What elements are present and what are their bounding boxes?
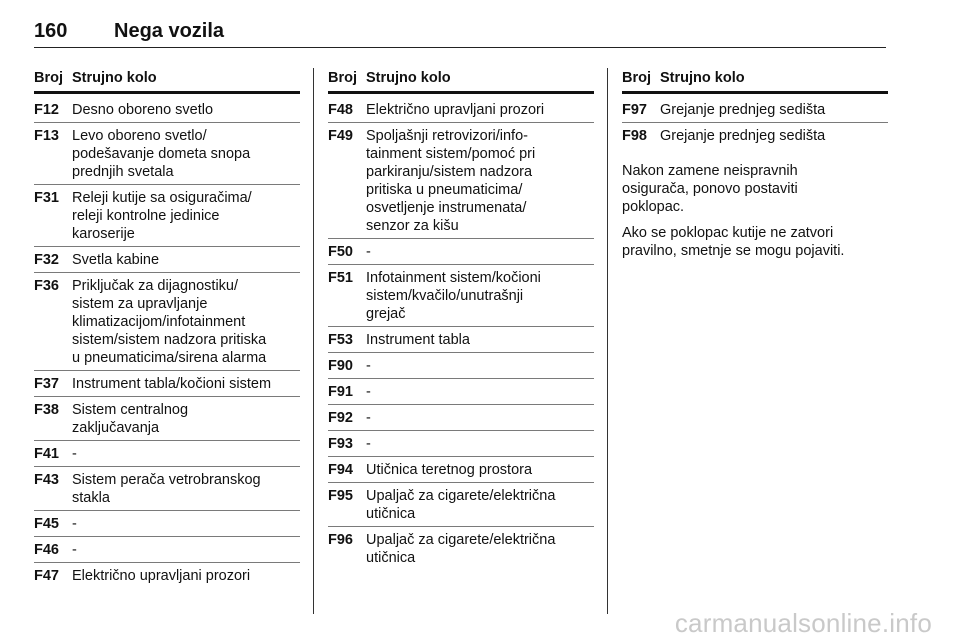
circuit-description xyxy=(366,461,594,479)
fuse-code: F41 xyxy=(34,446,59,462)
fuse-code: F90 xyxy=(328,358,353,374)
fuse-code: F49 xyxy=(328,128,353,144)
circuit-description xyxy=(366,331,594,349)
fuse-code: F51 xyxy=(328,270,353,286)
description-line: grejač xyxy=(366,306,406,322)
fuse-code: F45 xyxy=(34,516,59,532)
table-row xyxy=(34,441,300,467)
fuse-code: F50 xyxy=(328,244,353,260)
circuit-description xyxy=(72,251,300,269)
fuse-code: F12 xyxy=(34,102,59,118)
description-line: Utičnica teretnog prostora xyxy=(366,462,533,478)
circuit-description xyxy=(660,101,888,119)
circuit-description xyxy=(366,127,594,235)
description-line: Sistem perača vetrobranskog xyxy=(72,472,261,488)
description-line: Električno upravljani prozori xyxy=(72,568,251,584)
fuse-code: F32 xyxy=(34,252,59,268)
table-rows xyxy=(328,97,594,570)
fuse-table-column-1 xyxy=(34,68,300,588)
table-row xyxy=(328,239,594,265)
description-line: senzor za kišu xyxy=(366,218,459,234)
circuit-description xyxy=(72,101,300,119)
fuse-code: F37 xyxy=(34,376,59,392)
circuit-description xyxy=(72,277,300,367)
page-number: 160 xyxy=(34,20,68,42)
table-row xyxy=(328,483,594,527)
fuse-code: F48 xyxy=(328,102,353,118)
table-row xyxy=(622,97,888,123)
description-line: sistem za upravljanje xyxy=(72,296,208,312)
description-line: Grejanje prednjeg sedišta xyxy=(660,102,826,118)
page-title: Nega vozila xyxy=(114,20,225,42)
table-row xyxy=(34,467,300,511)
fuse-code: F94 xyxy=(328,462,353,478)
note-line: Ako se poklopac kutije ne zatvori xyxy=(622,225,834,241)
table-header xyxy=(328,68,594,94)
description-line: Grejanje prednjeg sedišta xyxy=(660,128,826,144)
column-divider xyxy=(313,68,314,614)
description-line: karoserije xyxy=(72,226,135,242)
table-row xyxy=(34,397,300,441)
fuse-code: F96 xyxy=(328,532,353,548)
description-line: sistem/sistem nadzora pritiska xyxy=(72,332,267,348)
description-line: - xyxy=(72,446,77,462)
description-line: stakla xyxy=(72,490,110,506)
description-line: - xyxy=(72,542,77,558)
table-row xyxy=(328,379,594,405)
fuse-code: F46 xyxy=(34,542,59,558)
fuse-code: F93 xyxy=(328,436,353,452)
fuse-code: F92 xyxy=(328,410,353,426)
fuse-code: F53 xyxy=(328,332,353,348)
description-line: utičnica xyxy=(366,550,416,566)
fuse-code: F95 xyxy=(328,488,353,504)
circuit-description xyxy=(72,445,300,463)
description-line: u pneumaticima/sirena alarma xyxy=(72,350,267,366)
table-row xyxy=(328,405,594,431)
description-line: Releji kutije sa osiguračima/ xyxy=(72,190,252,206)
circuit-description xyxy=(660,127,888,145)
description-line: Spoljašnji retrovizori/info- xyxy=(366,128,528,144)
circuit-description xyxy=(72,401,300,437)
column-divider xyxy=(607,68,608,614)
fuse-code: F36 xyxy=(34,278,59,294)
table-row xyxy=(328,97,594,123)
circuit-description xyxy=(72,471,300,507)
description-line: tainment sistem/pomoć pri xyxy=(366,146,536,162)
watermark: carmanualsonline.info xyxy=(674,608,932,638)
description-line: podešavanje dometa snopa xyxy=(72,146,251,162)
circuit-description xyxy=(72,567,300,585)
fuse-code: F38 xyxy=(34,402,59,418)
header-code: Broj xyxy=(328,70,357,86)
table-row xyxy=(328,353,594,379)
table-row xyxy=(34,371,300,397)
description-line: Svetla kabine xyxy=(72,252,160,268)
description-line: Instrument tabla xyxy=(366,332,470,348)
fuse-code: F13 xyxy=(34,128,59,144)
circuit-description xyxy=(366,269,594,323)
description-line: releji kontrolne jedinice xyxy=(72,208,220,224)
description-line: - xyxy=(366,358,371,374)
description-line: Levo oboreno svetlo/ xyxy=(72,128,207,144)
table-row xyxy=(328,457,594,483)
table-header xyxy=(34,68,300,94)
fuse-code: F31 xyxy=(34,190,59,206)
fuse-code: F43 xyxy=(34,472,59,488)
description-line: sistem/kvačilo/unutrašnji xyxy=(366,288,524,304)
note-paragraph xyxy=(622,224,888,260)
description-line: - xyxy=(366,436,371,452)
table-row xyxy=(328,327,594,353)
notes xyxy=(622,162,888,260)
fuse-table-column-3 xyxy=(622,68,888,268)
description-line: klimatizacijom/infotainment xyxy=(72,314,246,330)
description-line: Sistem centralnog xyxy=(72,402,189,418)
description-line: - xyxy=(72,516,77,532)
description-line: Upaljač za cigarete/električna xyxy=(366,488,556,504)
fuse-code: F97 xyxy=(622,102,647,118)
fuse-code: F91 xyxy=(328,384,353,400)
circuit-description xyxy=(72,541,300,559)
circuit-description xyxy=(366,383,594,401)
header-code: Broj xyxy=(622,70,651,86)
table-header xyxy=(622,68,888,94)
table-row xyxy=(34,97,300,123)
table-row xyxy=(622,123,888,148)
table-row xyxy=(328,431,594,457)
description-line: prednjih svetala xyxy=(72,164,174,180)
fuse-table-column-2 xyxy=(328,68,594,570)
table-row xyxy=(34,273,300,371)
table-row xyxy=(34,537,300,563)
note-line: poklopac. xyxy=(622,199,685,215)
circuit-description xyxy=(366,531,594,567)
description-line: Upaljač za cigarete/električna xyxy=(366,532,556,548)
page-header xyxy=(34,13,886,48)
header-description: Strujno kolo xyxy=(366,70,451,86)
description-line: Priključak za dijagnostiku/ xyxy=(72,278,239,294)
description-line: osvetljenje instrumenata/ xyxy=(366,200,527,216)
circuit-description xyxy=(366,487,594,523)
circuit-description xyxy=(366,101,594,119)
fuse-code: F98 xyxy=(622,128,647,144)
circuit-description xyxy=(72,515,300,533)
fuse-code: F47 xyxy=(34,568,59,584)
description-line: Električno upravljani prozori xyxy=(366,102,545,118)
table-row xyxy=(34,563,300,588)
header-description: Strujno kolo xyxy=(72,70,157,86)
description-line: - xyxy=(366,410,371,426)
description-line: - xyxy=(366,384,371,400)
note-paragraph xyxy=(622,162,888,216)
description-line: - xyxy=(366,244,371,260)
table-rows xyxy=(34,97,300,588)
description-line: parkiranju/sistem nadzora xyxy=(366,164,533,180)
table-row xyxy=(34,123,300,185)
circuit-description xyxy=(72,189,300,243)
table-row xyxy=(34,511,300,537)
note-line: osigurača, ponovo postaviti xyxy=(622,181,798,197)
table-row xyxy=(328,527,594,570)
description-line: zaključavanja xyxy=(72,420,160,436)
table-row xyxy=(328,123,594,239)
table-rows xyxy=(622,97,888,148)
circuit-description xyxy=(366,409,594,427)
description-line: Desno oboreno svetlo xyxy=(72,102,214,118)
description-line: Infotainment sistem/kočioni xyxy=(366,270,541,286)
circuit-description xyxy=(366,435,594,453)
table-row xyxy=(34,185,300,247)
description-line: Instrument tabla/kočioni sistem xyxy=(72,376,272,392)
note-line: Nakon zamene neispravnih xyxy=(622,163,798,179)
header-code: Broj xyxy=(34,70,63,86)
description-line: pritiska u pneumaticima/ xyxy=(366,182,523,198)
table-row xyxy=(34,247,300,273)
circuit-description xyxy=(72,375,300,393)
circuit-description xyxy=(366,243,594,261)
table-row xyxy=(328,265,594,327)
circuit-description xyxy=(366,357,594,375)
circuit-description xyxy=(72,127,300,181)
header-description: Strujno kolo xyxy=(660,70,745,86)
description-line: utičnica xyxy=(366,506,416,522)
note-line: pravilno, smetnje se mogu pojaviti. xyxy=(622,243,845,259)
